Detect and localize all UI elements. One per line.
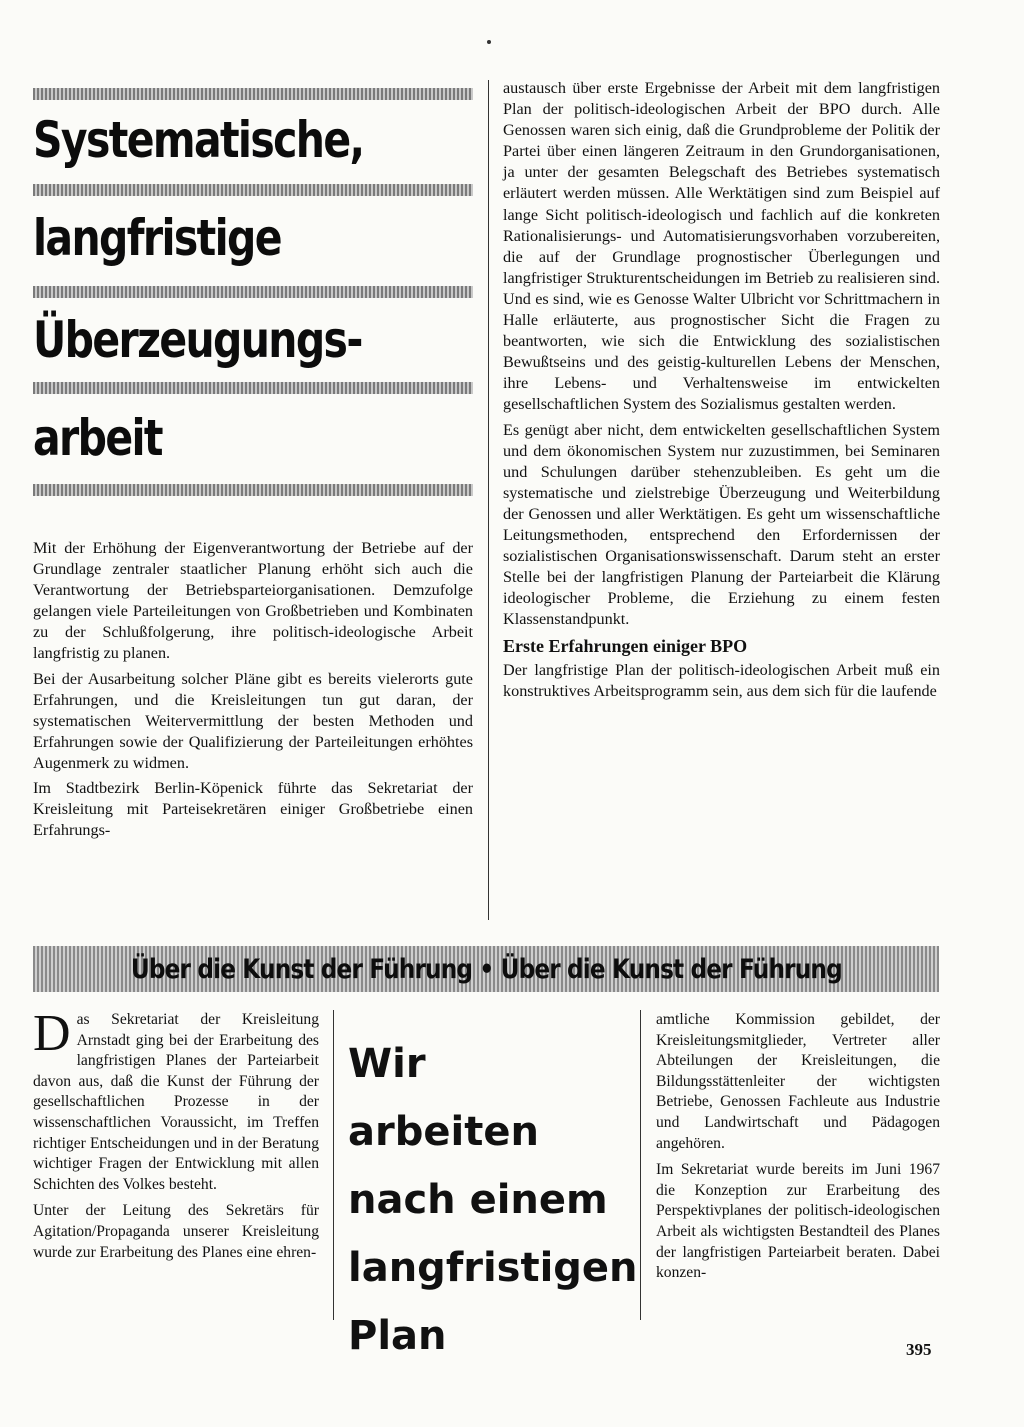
bottom-left-column xyxy=(33,1005,319,1269)
headline-line-4: arbeit xyxy=(33,409,162,467)
column-divider xyxy=(333,1010,334,1320)
headline-rule-4 xyxy=(33,382,473,394)
paragraph: Im Sekretariat wurde bereits im Juni 1967 die Konzeption zur Erarbeitung des Perspektivplanes der politisch-ideologischen Arbeit als wichtigsten Bestandteil des Planes der langfristigen Parteiarbeit beraten. Dabei konzen- xyxy=(656,1161,940,1282)
paragraph: Im Stadtbezirk Berlin-Köpenick führte das Sekretariat der Kreisleitung mit Parteisekretären einiger Großbetriebe einen Erfahrungs- xyxy=(33,779,473,840)
paragraph xyxy=(33,1005,319,1195)
article-title xyxy=(348,1030,638,1370)
left-column xyxy=(33,538,473,845)
title-line: Plan xyxy=(348,1313,447,1359)
title-line: Wir arbeiten xyxy=(348,1041,539,1155)
dropcap: D xyxy=(33,1005,71,1062)
paragraph: Unter der Leitung des Sekretärs für Agitation/Propaganda unserer Kreisleitung wurde zur Erarbeitung des Planes eine ehren- xyxy=(33,1202,319,1261)
headline-rule-3 xyxy=(33,286,473,298)
banner-text: Über die Kunst der Führung • Über die Kunst der Führung xyxy=(130,953,842,985)
column-divider xyxy=(488,80,489,920)
paragraph: amtliche Kommission gebildet, der Kreisleitungsmitglieder, Vertreter aller Abteilungen der Kreisleitungen, die Bildungsstättenleiter der wichtigsten Betriebe, Genossen Fachleute aus Industrie und Landwirtschaft und Pädagogen angehören. xyxy=(656,1011,940,1152)
title-line: langfristigen xyxy=(348,1245,638,1291)
headline-rule-1 xyxy=(33,88,473,100)
headline-line-2: langfristige xyxy=(33,209,281,267)
headline-rule-2 xyxy=(33,184,473,196)
section-subheading: Erste Erfahrungen einiger BPO xyxy=(503,636,748,657)
headline-line-1: Systematische, xyxy=(33,111,364,169)
paragraph: Der langfristige Plan der politisch-ideologischen Arbeit muß ein konstruktives Arbeitsprogramm sein, aus dem sich für die laufende xyxy=(503,660,940,700)
paragraph: Es genügt aber nicht, dem entwickelten gesellschaftlichen System und dem ökonomischen System nur zuzustimmen, bei Seminaren und Schulungen darüber stehenzubleiben. Es geht um die systematische und zielstrebige Überzeugung und Weiterbildung der Genossen und aller Werktätigen. Es geht um wissenschaftliche Leitungsmethoden, entsprechend den Erfordernissen der sozialistischen Organisationswissenschaft. Darum steht an erster Stelle bei der langfristigen Planung der Parteiarbeit die Klärung ideologischer Probleme, die Erziehung zu einem festen Klassenstandpunkt. xyxy=(503,420,940,629)
print-dot xyxy=(487,40,491,44)
headline-line-3: Überzeugungs- xyxy=(33,311,362,369)
page-number: 395 xyxy=(906,1340,932,1359)
paragraph: Bei der Ausarbeitung solcher Pläne gibt es bereits vielerorts gute Erfahrungen, und die Kreisleitungen tun gut daran, der systematischen Weitervermittlung der besten Methoden und Erfahrungen sowie der Qualifizierung der Parteileitungen erhöhtes Augenmerk zu widmen. xyxy=(33,669,473,772)
column-divider xyxy=(640,1010,641,1320)
headline-rule-5 xyxy=(33,484,473,496)
paragraph: austausch über erste Ergebnisse der Arbeit mit dem langfristigen Plan der politisch-ideologischen Arbeit der BPO durch. Alle Genossen waren sich einig, daß die Grundprobleme der Politik der Partei über einen längeren Zeitraum in den Grundorganisationen, ja unter der gesamten Belegschaft des Betriebes systematisch erläutert werden müssen. Alle Werktätigen sind zum Beispiel auf lange Sicht politisch-ideologisch und fachlich auf die konkreten Rationalisierungs- und Automatisierungsvorhaben vorzubereiten, die auf der Grundlage prognostischer Überlegungen und langfristiger Strukturentscheidungen im Betrieb zu realisieren sind. Und es sind, wie es Genosse Walter Ulbricht vor Schrittmachern in Halle erläuterte, aus prognostischer Sicht die Fragen zu beantworten, wie sich die Entwicklung des sozialistischen Bewußtseins und des geistig-kulturellen Lebens der Menschen, ihre Lebens- und Verhaltensweise im entwickelten gesellschaftlichen System des Sozialismus gestalten werden. xyxy=(503,79,940,414)
title-line: nach einem xyxy=(348,1177,608,1223)
bottom-right-column xyxy=(656,1010,940,1290)
paragraph: Mit der Erhöhung der Eigenverantwortung der Betriebe auf der Grundlage zentraler staatlicher Planung erhöht sich auch die Verantwortung der Betriebsparteiorganisationen. Demzufolge gelangen viele Parteileitungen von Großbetrieben und Kombinaten zu der Schlußfolgerung, ihre politisch-ideologische Arbeit langfristig zu planen. xyxy=(33,539,473,663)
section-banner xyxy=(33,946,939,992)
right-column xyxy=(503,78,940,706)
paragraph-text: as Sekretariat der Kreisleitung Arnstadt ging bei der Erarbeitung des langfristigen Planes der Parteiarbeit davon aus, daß die Kunst der Führung der gesellschaftlichen Prozesse in der wissenschaftlichen Voraussicht, im Treffen richtiger Entscheidungen und in der Beratung wichtiger Fragen der Entwicklung mit allen Schichten des Volkes besteht. xyxy=(33,1011,319,1193)
